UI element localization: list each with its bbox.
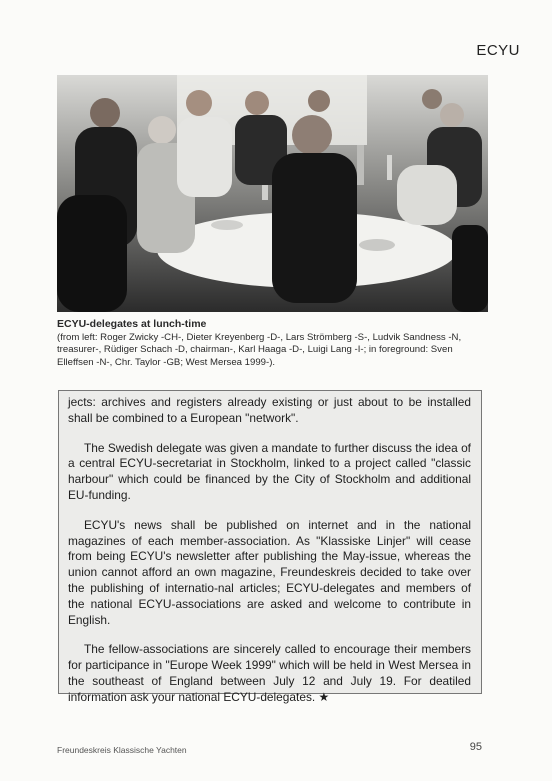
paragraph-3: ECYU's news shall be published on internet and in the national magazines of each member-association. As "Klassiske Linjer" will cease from being ECYU's newsletter after publishing the May-issue, whereas the union cannot afford an own magazine, Freundeskreis decided to take over the publishing of internatio-nal articles; ECYU-delegates and members of the national ECYU-associations are asked and welcome to contribute in English. — [68, 517, 471, 627]
paragraph-2: The Swedish delegate was given a mandate to further discuss the idea of a central ECYU-secretariat in Stockholm, linked to a project called "classic harbour" which could be financed by the City of Stockholm and additional EU-funding. — [68, 440, 471, 502]
page-number: 95 — [469, 741, 482, 753]
footer-publication: Freundeskreis Klassische Yachten — [57, 745, 187, 755]
photo-caption — [57, 318, 491, 369]
end-star-icon: ★ — [318, 689, 330, 704]
section-header: ECYU — [476, 42, 520, 59]
paragraph-4 — [68, 642, 471, 705]
caption-text: (from left: Roger Zwicky -CH-, Dieter Kreyenberg -D-, Lars Strömberg -S-, Ludvik Sandness -N, treasurer-, Rüdiger Schach -D, chairman-, Karl Haaga -D-, Luigi Lang -I-; in foreground: Sven Elleffsen -N-, Chr. Taylor -GB; West Mersea 1999-). — [57, 331, 462, 368]
group-photo — [57, 75, 488, 312]
caption-title: ECYU-delegates at lunch-time — [57, 318, 207, 330]
article-text-box — [58, 390, 482, 704]
photograph-icon — [57, 75, 488, 312]
paragraph-4-text: The fellow-associations are sincerely called to encourage their members for participance in "Europe Week 1999" which will be held in West Mersea in the southeast of England between July 12 and July 19. For deatiled information ask your national ECYU-delegates. — [68, 642, 471, 704]
paragraph-1: jects: archives and registers already existing or just about to be installed shall be combined to a European "network". — [68, 395, 471, 425]
